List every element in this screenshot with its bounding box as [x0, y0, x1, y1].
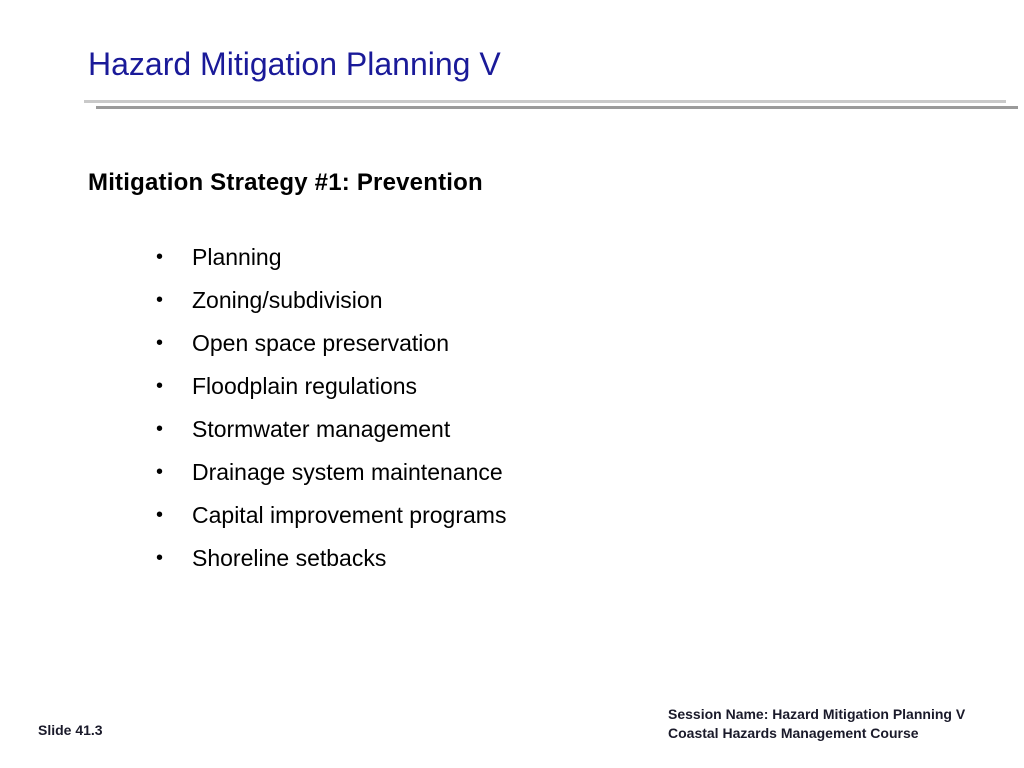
- session-name: Session Name: Hazard Mitigation Planning V: [668, 706, 966, 722]
- bullet-item: [150, 236, 506, 279]
- bullet-text: Shoreline setbacks: [192, 545, 387, 571]
- bullet-icon: •: [156, 547, 164, 569]
- slide-number: Slide 41.3: [38, 722, 103, 738]
- session-footer: [668, 705, 965, 743]
- bullet-icon: •: [156, 375, 164, 397]
- bullet-icon: •: [156, 504, 164, 526]
- bullet-icon: •: [156, 289, 164, 311]
- bullet-item: [150, 494, 506, 537]
- bullet-icon: •: [156, 332, 164, 354]
- bullet-text: Planning: [192, 244, 282, 270]
- bullet-icon: •: [156, 246, 164, 268]
- bullet-item: [150, 451, 506, 494]
- bullet-text: Capital improvement programs: [192, 502, 507, 528]
- bullet-list: [150, 236, 506, 580]
- bullet-text: Zoning/subdivision: [192, 287, 383, 313]
- title-divider-light: [84, 100, 1006, 103]
- bullet-text: Open space preservation: [192, 330, 449, 356]
- bullet-item: [150, 322, 506, 365]
- bullet-text: Floodplain regulations: [192, 373, 418, 399]
- bullet-text: Stormwater management: [192, 416, 451, 442]
- slide-title: Hazard Mitigation Planning V: [88, 46, 501, 82]
- bullet-text: Drainage system maintenance: [192, 459, 503, 485]
- bullet-item: [150, 279, 506, 322]
- course-name: Coastal Hazards Management Course: [668, 725, 919, 741]
- bullet-icon: •: [156, 418, 164, 440]
- section-heading: Mitigation Strategy #1: Prevention: [88, 169, 483, 196]
- bullet-item: [150, 537, 506, 580]
- bullet-icon: •: [156, 461, 164, 483]
- bullet-item: [150, 408, 506, 451]
- bullet-item: [150, 365, 506, 408]
- title-divider-dark: [96, 106, 1018, 109]
